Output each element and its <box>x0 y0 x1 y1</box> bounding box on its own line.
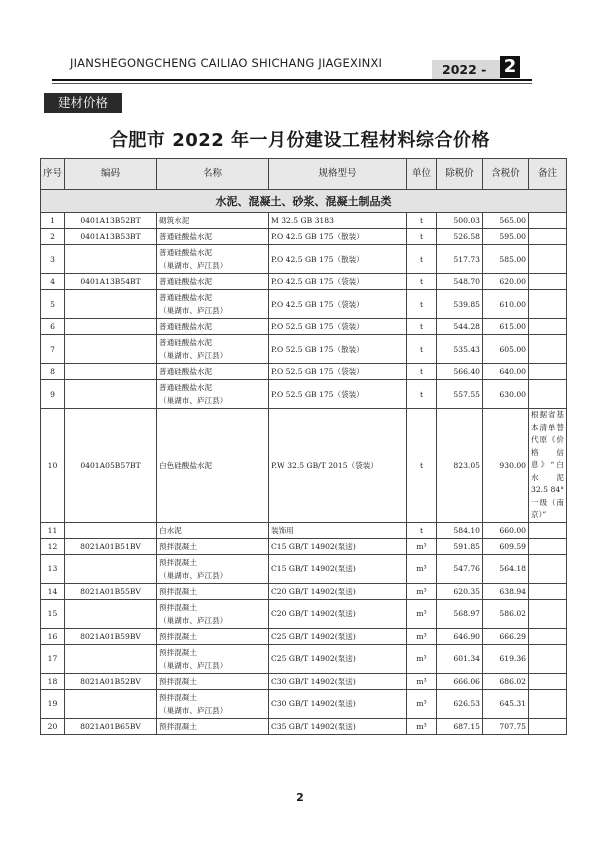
table-row <box>41 245 567 274</box>
row-no: 11 <box>41 522 65 538</box>
row-spec: P.O 52.5 GB 175（袋装） <box>269 319 407 335</box>
row-spec: P.O 42.5 GB 175（袋装） <box>269 274 407 290</box>
row-unit: m³ <box>407 599 437 628</box>
row-code <box>65 319 157 335</box>
row-no: 4 <box>41 274 65 290</box>
header-rule-thin <box>52 83 532 84</box>
row-name <box>157 554 269 583</box>
row-spec: C15 GB/T 14902(泵送) <box>269 554 407 583</box>
row-no: 10 <box>41 409 65 523</box>
row-unit: t <box>407 522 437 538</box>
row-gross-price: 605.00 <box>483 335 529 364</box>
row-note <box>529 554 567 583</box>
row-name-line: 普通硅酸盐水泥 <box>159 232 213 241</box>
header-unit: 单位 <box>407 159 437 190</box>
row-note <box>529 364 567 380</box>
table-row <box>41 290 567 319</box>
row-spec: P.O 52.5 GB 175（散装） <box>269 335 407 364</box>
row-name <box>157 599 269 628</box>
row-name <box>157 538 269 554</box>
table-row <box>41 538 567 554</box>
row-net-price: 557.55 <box>437 380 483 409</box>
row-net-price: 620.35 <box>437 583 483 599</box>
table-row <box>41 522 567 538</box>
row-name <box>157 409 269 523</box>
row-no: 5 <box>41 290 65 319</box>
row-code <box>65 689 157 718</box>
page-number: 2 <box>296 791 304 804</box>
header-name: 名称 <box>157 159 269 190</box>
row-name <box>157 628 269 644</box>
row-spec: P.W 32.5 GB/T 2015（袋装） <box>269 409 407 523</box>
table-row <box>41 229 567 245</box>
row-note <box>529 689 567 718</box>
table-row <box>41 644 567 673</box>
row-code: 0401A13B53BT <box>65 229 157 245</box>
row-no: 2 <box>41 229 65 245</box>
row-spec: P.O 42.5 GB 175（散装） <box>269 229 407 245</box>
row-note <box>529 538 567 554</box>
row-unit: m³ <box>407 718 437 734</box>
row-spec: C30 GB/T 14902(泵送) <box>269 673 407 689</box>
row-name <box>157 245 269 274</box>
row-no: 13 <box>41 554 65 583</box>
page-title: 合肥市 2022 年一月份建设工程材料综合价格 <box>109 130 491 151</box>
row-name-line: 预拌混凝土 <box>159 586 197 596</box>
row-name <box>157 274 269 290</box>
row-net-price: 517.73 <box>437 245 483 274</box>
row-name-region: （巢湖市、庐江县） <box>159 705 228 715</box>
row-spec: P.O 52.5 GB 175（袋装） <box>269 364 407 380</box>
row-net-price: 568.97 <box>437 599 483 628</box>
row-code <box>65 245 157 274</box>
row-name-line: 预拌混凝土 <box>159 676 197 686</box>
row-code: 0401A05B57BT <box>65 409 157 523</box>
row-name <box>157 583 269 599</box>
row-name <box>157 718 269 734</box>
row-name-region: （巢湖市、庐江县） <box>159 396 228 405</box>
row-net-price: 666.06 <box>437 673 483 689</box>
row-gross-price: 645.31 <box>483 689 529 718</box>
row-gross-price: 564.18 <box>483 554 529 583</box>
row-code: 8021A01B51BV <box>65 538 157 554</box>
row-note <box>529 718 567 734</box>
row-net-price: 566.40 <box>437 364 483 380</box>
row-unit: m³ <box>407 628 437 644</box>
row-name-line: 普通硅酸盐水泥 <box>159 248 213 257</box>
row-name <box>157 364 269 380</box>
row-net-price: 584.10 <box>437 522 483 538</box>
row-no: 9 <box>41 380 65 409</box>
row-no: 12 <box>41 538 65 554</box>
row-net-price: 500.03 <box>437 213 483 229</box>
row-gross-price: 619.36 <box>483 644 529 673</box>
row-name <box>157 290 269 319</box>
row-net-price: 547.76 <box>437 554 483 583</box>
row-code <box>65 599 157 628</box>
row-name-region: （巢湖市、庐江县） <box>159 660 228 670</box>
row-net-price: 626.53 <box>437 689 483 718</box>
row-name <box>157 335 269 364</box>
row-name <box>157 522 269 538</box>
header-note: 备注 <box>529 159 567 190</box>
row-gross-price: 630.00 <box>483 380 529 409</box>
table-row <box>41 673 567 689</box>
row-code: 8021A01B55BV <box>65 583 157 599</box>
row-note <box>529 229 567 245</box>
row-name-line: 预拌混凝土 <box>159 541 197 551</box>
row-name-line: 普通硅酸盐水泥 <box>159 338 213 347</box>
row-code <box>65 364 157 380</box>
row-no: 19 <box>41 689 65 718</box>
row-name-region: （巢湖市、庐江县） <box>159 261 228 270</box>
row-note <box>529 380 567 409</box>
row-gross-price: 686.02 <box>483 673 529 689</box>
row-name-line: 普通硅酸盐水泥 <box>159 367 213 376</box>
row-no: 3 <box>41 245 65 274</box>
row-gross-price: 586.02 <box>483 599 529 628</box>
row-no: 6 <box>41 319 65 335</box>
category-label: 水泥、混凝土、砂浆、混凝土制品类 <box>41 190 567 213</box>
row-gross-price: 585.00 <box>483 245 529 274</box>
row-code <box>65 554 157 583</box>
row-no: 18 <box>41 673 65 689</box>
row-unit: t <box>407 213 437 229</box>
row-net-price: 548.70 <box>437 274 483 290</box>
table-row <box>41 335 567 364</box>
row-gross-price: 595.00 <box>483 229 529 245</box>
row-gross-price: 609.59 <box>483 538 529 554</box>
header-page-box: 2 <box>500 56 520 78</box>
row-code <box>65 522 157 538</box>
table-row <box>41 554 567 583</box>
row-spec: C30 GB/T 14902(泵送) <box>269 689 407 718</box>
row-net-price: 687.15 <box>437 718 483 734</box>
table-row <box>41 319 567 335</box>
row-name <box>157 644 269 673</box>
row-code: 8021A01B52BV <box>65 673 157 689</box>
row-net-price: 646.90 <box>437 628 483 644</box>
header-rule <box>52 79 532 81</box>
row-spec: P.O 52.5 GB 175（袋装） <box>269 380 407 409</box>
row-unit: t <box>407 229 437 245</box>
row-gross-price: 615.00 <box>483 319 529 335</box>
row-name-line: 白水泥 <box>159 525 182 535</box>
row-spec: C35 GB/T 14902(泵送) <box>269 718 407 734</box>
row-name <box>157 689 269 718</box>
row-spec: M 32.5 GB 3183 <box>269 213 407 229</box>
row-net-price: 526.58 <box>437 229 483 245</box>
row-note: 根据省基本清单替代原《价格信息》“白水泥 32.5 84° 一级（南京）” <box>529 409 567 523</box>
row-code: 0401A13B52BT <box>65 213 157 229</box>
row-spec: P.O 42.5 GB 175（散装） <box>269 245 407 274</box>
row-code: 0401A13B54BT <box>65 274 157 290</box>
row-note <box>529 644 567 673</box>
row-unit: t <box>407 319 437 335</box>
table-row <box>41 689 567 718</box>
row-code <box>65 380 157 409</box>
row-unit: t <box>407 364 437 380</box>
row-name-region: （巢湖市、庐江县） <box>159 615 228 625</box>
journal-title: JIANSHEGONGCHENG CAILIAO SHICHANG JIAGEXINXI <box>70 56 383 70</box>
row-note <box>529 522 567 538</box>
header-year: 2022 - <box>432 60 502 79</box>
row-name <box>157 229 269 245</box>
header-code: 编码 <box>65 159 157 190</box>
row-spec: C25 GB/T 14902(泵送) <box>269 628 407 644</box>
row-code <box>65 290 157 319</box>
category-row <box>41 190 567 213</box>
row-no: 7 <box>41 335 65 364</box>
row-gross-price: 666.29 <box>483 628 529 644</box>
row-net-price: 591.85 <box>437 538 483 554</box>
header-spec: 规格型号 <box>269 159 407 190</box>
row-spec: C20 GB/T 14902(泵送) <box>269 599 407 628</box>
row-note <box>529 335 567 364</box>
row-unit: m³ <box>407 538 437 554</box>
table-row <box>41 628 567 644</box>
table-row <box>41 274 567 290</box>
row-unit: m³ <box>407 583 437 599</box>
row-no: 17 <box>41 644 65 673</box>
row-note <box>529 599 567 628</box>
table-row <box>41 583 567 599</box>
row-net-price: 823.05 <box>437 409 483 523</box>
row-name <box>157 319 269 335</box>
row-gross-price: 638.94 <box>483 583 529 599</box>
row-name-line: 普通硅酸盐水泥 <box>159 322 213 331</box>
row-name <box>157 673 269 689</box>
row-unit: m³ <box>407 554 437 583</box>
row-note <box>529 274 567 290</box>
table-row <box>41 213 567 229</box>
row-name-line: 普通硅酸盐水泥 <box>159 277 213 286</box>
row-gross-price: 565.00 <box>483 213 529 229</box>
row-name-line: 白色硅酸盐水泥 <box>159 460 213 470</box>
row-code: 8021A01B59BV <box>65 628 157 644</box>
row-name-line: 预拌混凝土 <box>159 647 197 657</box>
row-spec: C15 GB/T 14902(泵送) <box>269 538 407 554</box>
header-no: 序号 <box>41 159 65 190</box>
row-unit: m³ <box>407 689 437 718</box>
row-unit: m³ <box>407 644 437 673</box>
row-spec: 装饰用 <box>269 522 407 538</box>
row-no: 15 <box>41 599 65 628</box>
row-no: 16 <box>41 628 65 644</box>
row-name-region: （巢湖市、庐江县） <box>159 351 228 360</box>
row-note <box>529 673 567 689</box>
header-gross-price: 含税价 <box>483 159 529 190</box>
row-name-line: 预拌混凝土 <box>159 721 197 731</box>
row-gross-price: 660.00 <box>483 522 529 538</box>
row-note <box>529 213 567 229</box>
row-unit: t <box>407 245 437 274</box>
row-name-line: 预拌混凝土 <box>159 631 197 641</box>
row-name-region: （巢湖市、庐江县） <box>159 570 228 580</box>
row-name-line: 普通硅酸盐水泥 <box>159 293 213 302</box>
table-row <box>41 380 567 409</box>
row-unit: t <box>407 335 437 364</box>
row-code <box>65 335 157 364</box>
row-no: 20 <box>41 718 65 734</box>
row-net-price: 601.34 <box>437 644 483 673</box>
price-table <box>40 158 567 735</box>
row-gross-price: 930.00 <box>483 409 529 523</box>
row-unit: t <box>407 274 437 290</box>
table-row <box>41 364 567 380</box>
row-spec: C25 GB/T 14902(泵送) <box>269 644 407 673</box>
row-note <box>529 583 567 599</box>
row-gross-price: 620.00 <box>483 274 529 290</box>
row-name-line: 普通硅酸盐水泥 <box>159 383 213 392</box>
row-note <box>529 290 567 319</box>
row-spec: P.O 42.5 GB 175（袋装） <box>269 290 407 319</box>
row-name-line: 预拌混凝土 <box>159 557 197 567</box>
row-no: 14 <box>41 583 65 599</box>
row-gross-price: 610.00 <box>483 290 529 319</box>
row-code: 8021A01B65BV <box>65 718 157 734</box>
row-name <box>157 213 269 229</box>
row-name-region: （巢湖市、庐江县） <box>159 306 228 315</box>
row-code <box>65 644 157 673</box>
row-unit: t <box>407 409 437 523</box>
row-net-price: 535.43 <box>437 335 483 364</box>
row-no: 8 <box>41 364 65 380</box>
row-net-price: 544.28 <box>437 319 483 335</box>
row-no: 1 <box>41 213 65 229</box>
row-note <box>529 319 567 335</box>
table-header-row <box>41 159 567 190</box>
section-tag: 建材价格 <box>44 93 122 113</box>
row-name-line: 预拌混凝土 <box>159 692 197 702</box>
row-spec: C20 GB/T 14902(泵送) <box>269 583 407 599</box>
table-row <box>41 718 567 734</box>
table-row <box>41 409 567 523</box>
table-row <box>41 599 567 628</box>
row-note <box>529 628 567 644</box>
row-name-line: 预拌混凝土 <box>159 602 197 612</box>
row-name <box>157 380 269 409</box>
row-net-price: 539.85 <box>437 290 483 319</box>
header-net-price: 除税价 <box>437 159 483 190</box>
row-gross-price: 640.00 <box>483 364 529 380</box>
row-unit: t <box>407 380 437 409</box>
row-gross-price: 707.75 <box>483 718 529 734</box>
row-name-line: 砌筑水泥 <box>159 216 190 225</box>
row-note <box>529 245 567 274</box>
row-unit: m³ <box>407 673 437 689</box>
row-unit: t <box>407 290 437 319</box>
